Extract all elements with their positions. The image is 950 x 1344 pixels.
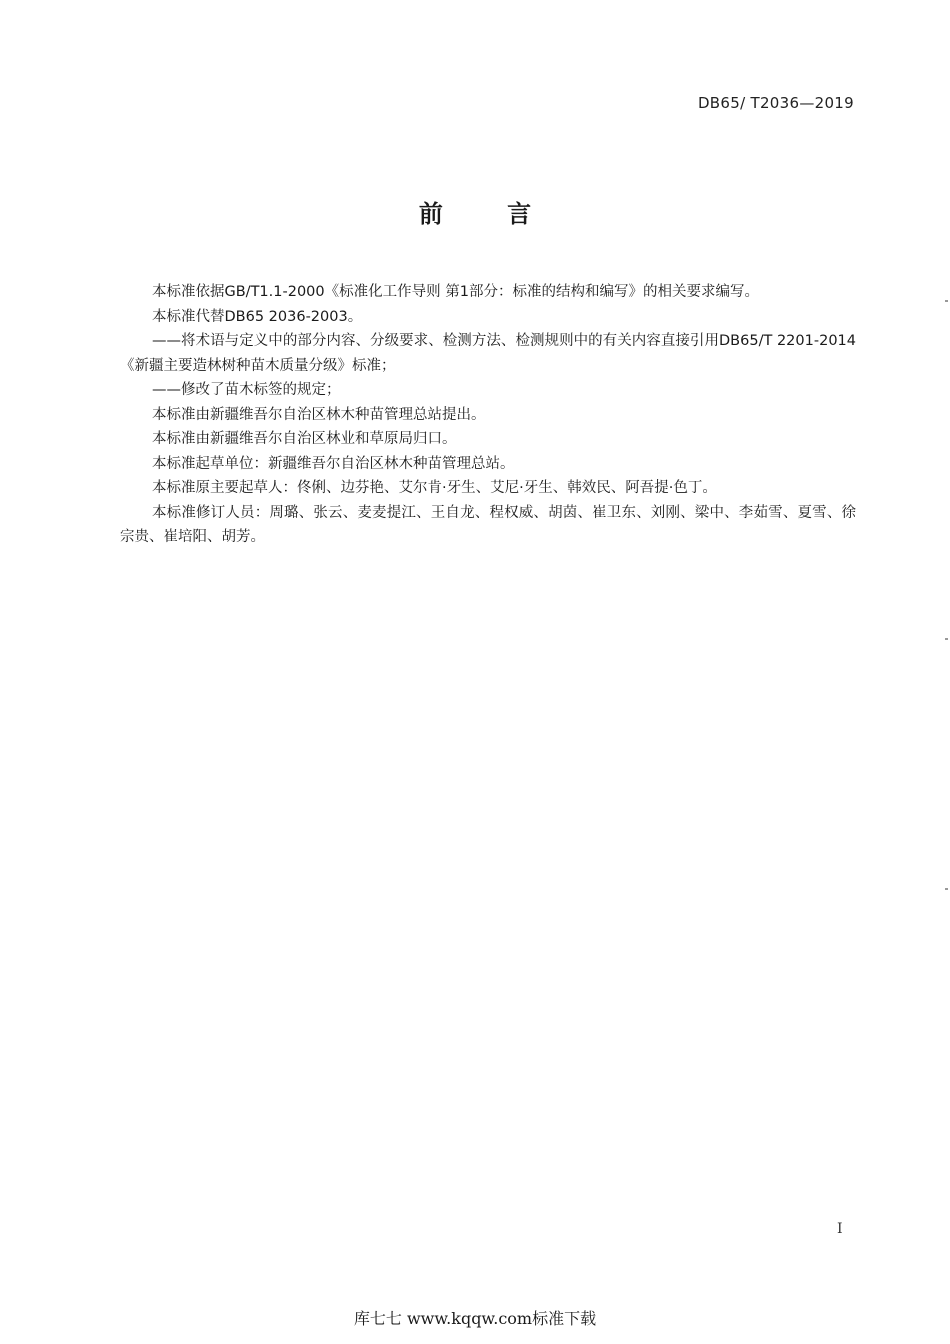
- download-watermark: 库七七 www.kqqw.com标准下载: [353, 1309, 597, 1328]
- foreword-body: [120, 280, 856, 550]
- page-number: I: [837, 1221, 843, 1237]
- standard-number: DB65/ T2036—2019: [697, 94, 854, 112]
- paragraph-revisers: 本标准修订人员：周璐、张云、麦麦提江、王自龙、程权威、胡茵、崔卫东、刘刚、梁中、李茹雪、夏雪、徐宗贵、崔培阳、胡芳。: [120, 504, 856, 545]
- scan-edge-mark: [945, 888, 948, 890]
- paragraph-administered-by: 本标准由新疆维吾尔自治区林业和草原局归口。: [152, 431, 457, 447]
- page-title: 前 言: [418, 200, 560, 228]
- paragraph-change-terms: ——将术语与定义中的部分内容、分级要求、检测方法、检测规则中的有关内容直接引用DB65/T 2201-2014《新疆主要造林树种苗木质量分级》标准；: [120, 333, 856, 374]
- paragraph-basis: 本标准依据GB/T1.1-2000《标准化工作导则 第1部分：标准的结构和编写》的相关要求编写。: [152, 284, 759, 300]
- paragraph-change-label: ——修改了苗木标签的规定；: [152, 382, 341, 398]
- scan-edge-mark: [945, 300, 948, 302]
- paragraph-drafting-unit: 本标准起草单位：新疆维吾尔自治区林木种苗管理总站。: [152, 455, 515, 472]
- scan-edge-mark: [945, 638, 948, 640]
- paragraph-replaces: 本标准代替DB65 2036-2003。: [152, 308, 363, 325]
- paragraph-proposed-by: 本标准由新疆维吾尔自治区林木种苗管理总站提出。: [152, 406, 486, 423]
- paragraph-original-drafters: 本标准原主要起草人：佟俐、边芬艳、艾尔肯·牙生、艾尼·牙生、韩效民、阿吾提·色丁。: [152, 480, 717, 496]
